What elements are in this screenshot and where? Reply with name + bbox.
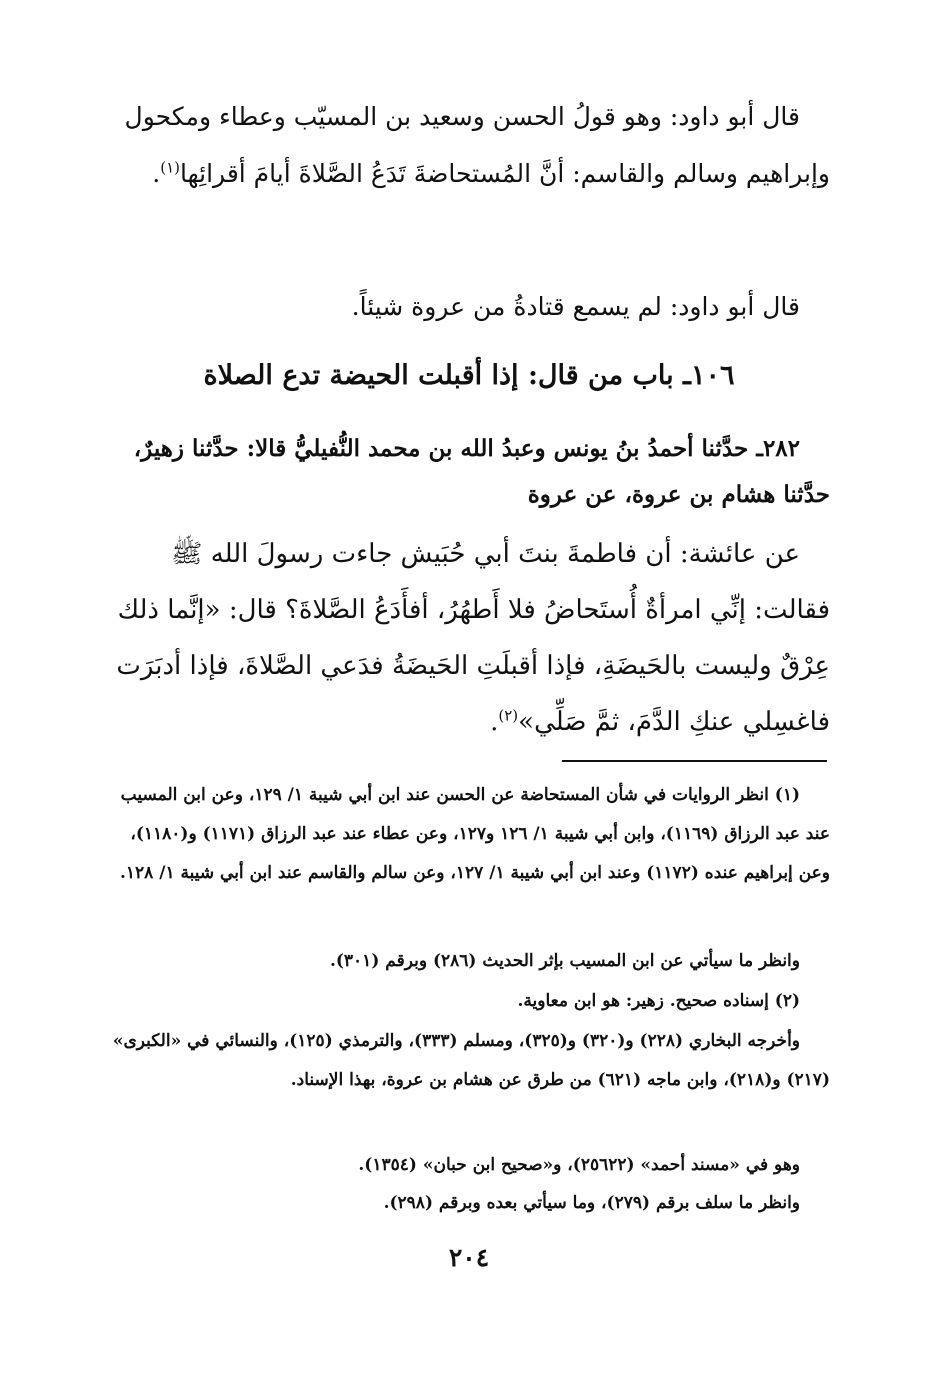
footnote-2-musnad: وهو في «مسند أحمد» (٢٥٦٢٢)، و«صحيح ابن حبان» (١٣٥٤). <box>358 1155 800 1175</box>
footnote-ref-1: (١) <box>160 158 180 177</box>
footnote-1: (١) انظر الروايات في شأن المستحاضة عن الحسن عند ابن أبي شيبة ١/ ١٢٩، وعن ابن المسيب عند عبد الرزاق (١١٦٩)، وابن أبي شيبة ١/ ١٢٦ و١٢٧، وعن عطاء عند عبد الرزاق (١١٧١) و(١١٨٠)، وعن إبراهيم عنده (١١٧٢) وعند ابن أبي شيبة ١/ ١٢٧، وعن سالم والقاسم عند ابن أبي شيبة ١/ ١٢٨. <box>119 785 830 883</box>
footnote-1-cont: وانظر ما سيأتي عن ابن المسيب بإثر الحديث (٢٨٦) وبرقم (٣٠١). <box>329 951 800 971</box>
footnote-2-see-also: وانظر ما سلف برقم (٢٧٩)، وما سيأتي بعده وبرقم (٢٩٨). <box>383 1193 800 1213</box>
paragraph-abu-dawud-1 <box>100 88 830 202</box>
footnote-divider <box>562 760 827 762</box>
hadith-text: عن عائشة: أن فاطمةَ بنتَ أبي حُبَيش جاءت رسولَ الله ﷺ فقالت: إنِّي امرأةٌ أُستَحاضُ فلا أَطهُرُ، أفأَدَعُ الصَّلاةَ؟ قال: «إنَّما ذلك عِرْقٌ وليست بالحَيضَةِ، فإذا أقبلَتِ الحَيضَةُ فدَعي الصَّلاةَ، فإذا أدبَرَت فاغسِلي عنكِ الدَّمَ، ثمَّ صَلِّي» <box>116 539 830 737</box>
page-number: ٢٠٤ <box>448 1243 490 1272</box>
footnote-2: (٢) إسناده صحيح. زهير: هو ابن معاوية. <box>517 991 800 1011</box>
chapter-heading: ١٠٦ـ باب من قال: إذا أقبلت الحيضة تدع الصلاة <box>203 360 735 391</box>
footnote-ref-2: (٢) <box>498 706 519 725</box>
paragraph-text: قال أبو داود: وهو قولُ الحسن وسعيد بن المسيّب وعطاء ومكحول وإبراهيم وسالم والقاسم: أنَّ المُستحاضةَ تَدَعُ الصَّلاةَ أيامَ أقرائِها <box>124 102 830 188</box>
hadith-isnad: ٢٨٢ـ حدَّثنا أحمدُ بنُ يونس وعبدُ الله بن محمد النُّفيليُّ قالا: حدَّثنا زهيرٌ، حدَّثنا هشام بن عروة، عن عروة <box>133 435 830 508</box>
hadith-end: . <box>490 707 499 737</box>
paragraph-abu-dawud-2: قال أبو داود: لم يسمع قتادةُ من عروة شيئاً. <box>351 292 800 321</box>
hadith-matn <box>100 526 830 750</box>
footnote-2-sources: وأخرجه البخاري (٢٢٨) و(٣٢٠) و(٣٢٥)، ومسلم (٣٣٣)، والترمذي (١٢٥)، والنسائي في «الكبرى» (٢١٧) و(٢١٨)، وابن ماجه (٦٢١) من طرق عن هشام بن عروة، بهذا الإسناد. <box>112 1031 830 1090</box>
paragraph-end: . <box>152 159 161 188</box>
